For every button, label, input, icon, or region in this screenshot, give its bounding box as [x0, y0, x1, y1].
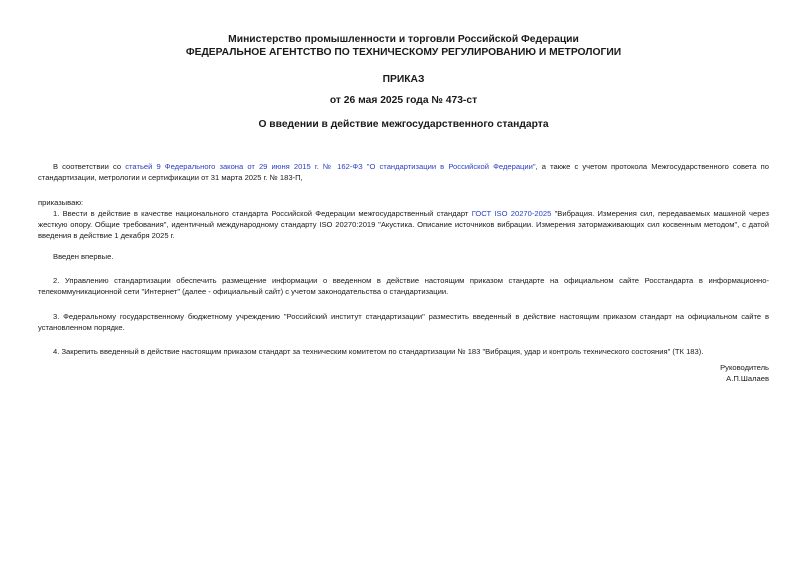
order-word: приказываю:	[38, 197, 84, 207]
item-4-paragraph: 4. Закрепить введенный в действие настоящим приказом стандарт за техническим комитетом по стандартизации № 183 "Вибрация, удар и контроль технического состояния" (ТК 183).	[53, 347, 704, 357]
item-3-paragraph: 3. Федеральному государственному бюджетному учреждению "Российский институт стандартизации" разместить введенный в действие настоящим приказом стандарт на официальном сайте в установленном порядке.	[38, 311, 769, 332]
document-date-number: от 26 мая 2025 года № 473-ст	[329, 95, 478, 106]
document-type: ПРИКАЗ	[382, 74, 425, 85]
intro-paragraph	[38, 161, 769, 184]
item-2-paragraph: 2. Управлению стандартизации обеспечить размещение информации о введенном в действие настоящим приказом стандарте на официальном сайте Росстандарта в информационно-телекоммуникационной сети "Интернет" (далее - официальный сайт) с учетом законодательства о стандартизации.	[38, 276, 769, 297]
signatory-title: Руководитель	[720, 363, 769, 372]
document-body	[38, 161, 769, 358]
document-header	[38, 34, 769, 131]
signature-block	[720, 362, 769, 385]
gost-standard-link[interactable]: ГОСТ ISO 20270-2025	[471, 208, 552, 218]
document-subject: О введении в действие межгосударственного стандарта	[258, 119, 549, 130]
agency-name: ФЕДЕРАЛЬНОЕ АГЕНТСТВО ПО ТЕХНИЧЕСКОМУ РЕГУЛИРОВАНИЮ И МЕТРОЛОГИИ	[185, 47, 622, 58]
ministry-name: Министерство промышленности и торговли Российской Федерации	[228, 34, 579, 45]
first-time-note: Введен впервые.	[53, 251, 114, 261]
intro-pre: В соответствии со	[53, 162, 126, 171]
item-1-post: "Вибрация. Измерения сил, передаваемых машиной через жесткую опору. Общие требования", идентичный международному стандарту ISO 20270:2019 "Акустика. Описание источников вибрации. Измерения затормаживающих сил косвенным методом", с датой введения в действие 1 декабря 2025 г.	[38, 208, 769, 241]
item-1-paragraph	[38, 208, 769, 242]
federal-law-link[interactable]: статьей 9 Федерального закона от 29 июня 2015 г. № 162-ФЗ "О стандартизации в Российской Федерации"	[125, 162, 536, 171]
intro-post: , а также с учетом протокола Межгосударственного совета по стандартизации, метрологии и сертификации от 31 марта 2025 г. № 183-П,	[38, 162, 769, 183]
signatory-name: А.П.Шалаев	[726, 374, 769, 384]
item-1-pre: 1. Ввести в действие в качестве национального стандарта Российской Федерации межгосударственный стандарт	[53, 208, 472, 218]
